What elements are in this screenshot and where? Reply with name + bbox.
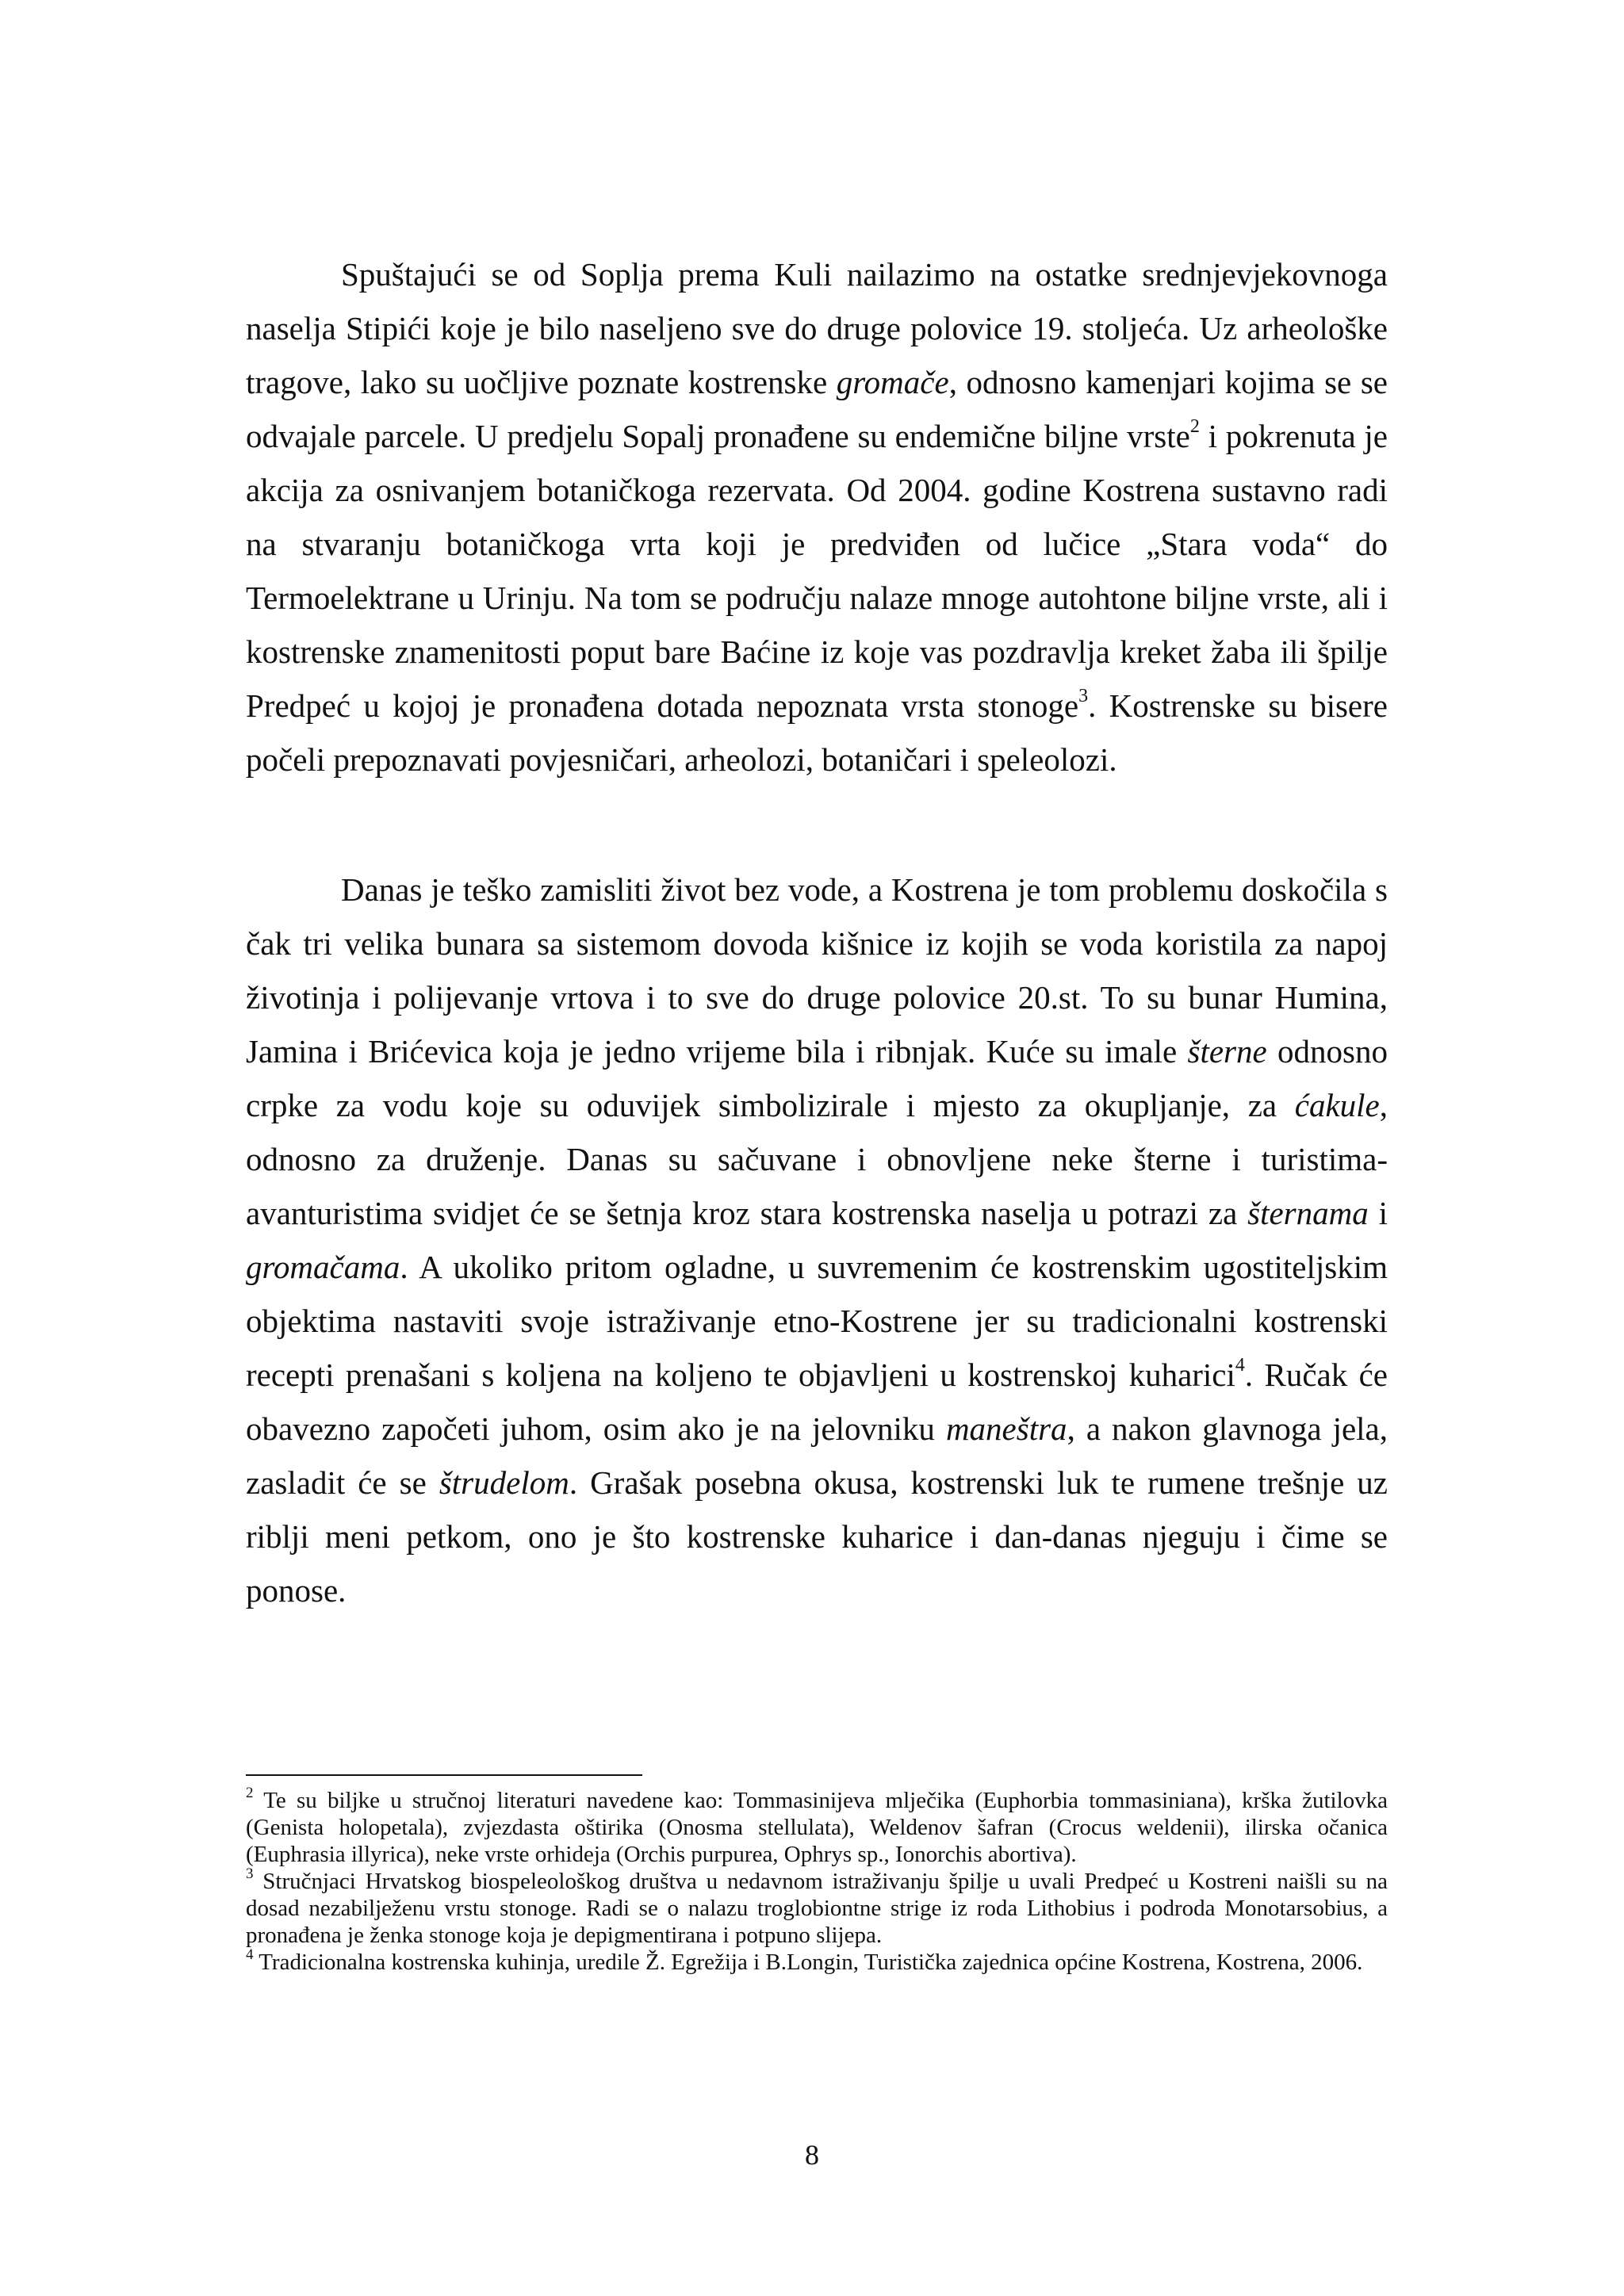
emphasis-term: šterne — [1187, 1033, 1267, 1070]
emphasis-term: gromačama — [246, 1249, 400, 1285]
footnote-4 — [246, 1946, 1388, 1976]
paragraph-text: . A ukoliko pritom ogladne, u suvremenim će kostrenskim ugostiteljskim objektima nastaviti svoje istraživanje etno-Kostrene jer su tradicionalni kostrenski recepti prenašani s koljena na koljeno te objavljeni u kostrenskoj kuharici — [246, 1249, 1388, 1393]
paragraph-text: . Ručak će obavezno započeti juhom, osim ako je na jelovniku — [246, 1357, 1388, 1447]
emphasis-term: maneštra — [945, 1410, 1067, 1447]
footnote-reference[interactable]: 3 — [1078, 686, 1089, 707]
emphasis-term: ćakule — [1294, 1087, 1380, 1123]
paragraph-text: , a nakon glavnoga jela, zasladit će se — [246, 1410, 1388, 1501]
footnote-reference[interactable]: 4 — [1235, 1355, 1245, 1376]
paragraph-text: . Grašak posebna okusa, kostrenski luk te rumene trešnje uz riblji meni petkom, ono je što kostrenske kuharice i dan-danas njeguju i čime se ponose. — [246, 1464, 1388, 1609]
paragraph-text: odnosno crpke za vodu koje su oduvijek simbolizirale i mjesto za okupljanje, za — [246, 1033, 1388, 1123]
emphasis-term: gromače — [836, 364, 949, 400]
footnote-number: 3 — [246, 1866, 254, 1883]
emphasis-term: štrudelom — [439, 1464, 569, 1501]
footnote-2 — [246, 1787, 1388, 1868]
page-number: 8 — [805, 2139, 819, 2171]
paragraph-text: , odnosno kamenjari kojima se se odvajale parcele. U predjelu Sopalj pronađene su endemične biljne vrste — [246, 364, 1388, 454]
paragraph-text: i — [1368, 1195, 1388, 1231]
footnote-text: Tradicionalna kostrenska kuhinja, uredile Ž. Egrežija i B.Longin, Turistička zajednica općine Kostrena, Kostrena, 2006. — [253, 1950, 1363, 1975]
body-paragraph-1 — [246, 247, 1388, 786]
body-paragraph-2 — [246, 863, 1388, 1617]
emphasis-term: šternama — [1247, 1195, 1369, 1231]
footnote-number: 4 — [246, 1946, 254, 1964]
footnote-3 — [246, 1868, 1388, 1949]
footnote-number: 2 — [246, 1785, 254, 1802]
paragraph-text: , odnosno za druženje. Danas su sačuvane i obnovljene neke šterne i turistima-avanturistima svidjet će se šetnja kroz stara kostrenska naselja u potrazi za — [246, 1087, 1388, 1231]
footnote-text: Stručnjaci Hrvatskog biospeleološkog društva u nedavnom istraživanju špilje u uvali Predpeć u Kostreni naišli su na dosad nezabilježenu vrstu stonoge. Radi se o nalazu troglobiontne strige iz roda Lithobius i podroda Monotarsobius, a pronađena je ženka stonoge koja je depigmentirana i potpuno slijepa. — [246, 1869, 1388, 1948]
footnotes-section — [246, 1787, 1388, 1976]
paragraph-text: . Kostrenske su bisere počeli prepoznavati povjesničari, arheolozi, botaničari i speleolozi. — [246, 687, 1388, 778]
paragraph-text: Danas je teško zamisliti život bez vode, a Kostrena je tom problemu doskočila s čak tri velika bunara sa sistemom dovoda kišnice iz kojih se voda koristila za napoj životinja i polijevanje vrtova i to sve do druge polovice 20.st. To su bunar Humina, Jamina i Brićevica koja je jedno vrijeme bila i ribnjak. Kuće su imale — [246, 871, 1388, 1070]
paragraph-text: Spuštajući se od Soplja prema Kuli nailazimo na ostatke srednjevjekovnoga naselja Stipići koje je bilo naseljeno sve do druge polovice 19. stoljeća. Uz arheološke tragove, lako su uočljive poznate kostrenske — [246, 256, 1388, 400]
footnote-reference[interactable]: 2 — [1189, 416, 1200, 438]
footnote-separator — [246, 1774, 642, 1776]
footnote-text: Te su biljke u stručnoj literaturi navedene kao: Tommasinijeva mlječika (Euphorbia tommasiniana), krška žutilovka (Genista holopetala), zvjezdasta oštirika (Onosma stellulata), Weldenov šafran (Crocus weldenii), ilirska očanica (Euphrasia illyrica), neke vrste orhideja (Orchis purpurea, Ophrys sp., Ionorchis abortiva). — [246, 1788, 1388, 1867]
paragraph-text: i pokrenuta je akcija za osnivanjem botaničkoga rezervata. Od 2004. godine Kostrena sustavno radi na stvaranju botaničkoga vrta koji je predviđen od lučice „Stara voda“ do Termoelektrane u Urinju. Na tom se području nalaze mnoge autohtone biljne vrste, ali i kostrenske znamenitosti poput bare Baćine iz koje vas pozdravlja kreket žaba ili špilje Predpeć u kojoj je pronađena dotada nepoznata vrsta stonoge — [246, 418, 1388, 724]
